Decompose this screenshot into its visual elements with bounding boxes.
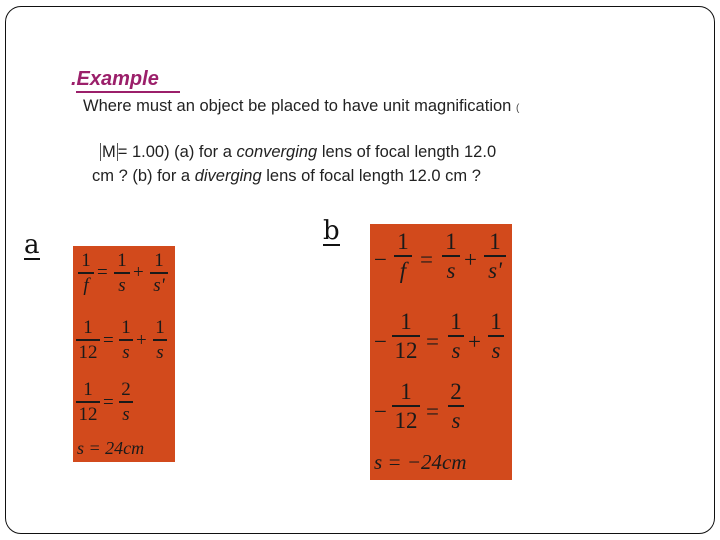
fraction-bar: [76, 339, 100, 341]
denominator: s': [153, 274, 165, 296]
plus-sign: +: [464, 247, 477, 272]
numerator: 1: [400, 379, 412, 404]
box-a-eq2-lhs: [76, 318, 100, 362]
equals-sign: =: [103, 330, 114, 351]
question-line-2-a: = 1.00) (a) for a: [117, 143, 237, 161]
numerator: 1: [154, 250, 164, 271]
minus-sign: −: [374, 247, 387, 272]
label-b: [323, 216, 340, 246]
diverging-word: diverging: [194, 167, 262, 185]
box-b-eq3-lhs: [392, 380, 420, 432]
magnification-abs: [100, 143, 118, 161]
label-b-text: b: [323, 216, 340, 246]
equals-sign: =: [426, 399, 439, 424]
box-a-eq1-lhs: [78, 251, 94, 295]
box-b-eq1-r1: [442, 230, 460, 282]
label-a-text: a: [24, 230, 40, 260]
question-line-3-a: cm ? (b) for a: [92, 167, 195, 185]
denominator: s: [122, 341, 130, 363]
fraction-bar: [392, 405, 420, 407]
denominator: s': [488, 257, 502, 283]
box-a-result: s = 24cm: [77, 438, 145, 458]
denominator: s: [122, 403, 130, 425]
denominator: s: [451, 337, 461, 363]
question-line-1: [83, 97, 519, 116]
fraction-bar: [119, 339, 133, 341]
plus-sign: +: [468, 329, 481, 354]
box-a-eq3-lhs: [76, 380, 100, 424]
fraction-bar: [78, 272, 94, 274]
question-line-1-tail: (: [515, 103, 520, 114]
question-line-3-c: lens of focal length 12.0 cm ?: [261, 167, 481, 185]
denominator: s: [156, 341, 164, 363]
question-line-1-text: Where must an object be placed to have unit magnification: [83, 97, 512, 115]
denominator: 12: [394, 407, 418, 433]
question-line-3: [92, 167, 481, 186]
box-b-eq2-lhs: [392, 310, 420, 362]
converging-word: converging: [236, 143, 318, 161]
box-b-result: s = −24cm: [374, 450, 467, 474]
label-a: [24, 230, 40, 260]
box-a-eq2-r2: [153, 318, 167, 362]
numerator: 2: [121, 379, 131, 400]
title-underline: [76, 91, 180, 93]
denominator: s: [118, 274, 126, 296]
fraction-bar: [392, 335, 420, 337]
fraction-bar: [153, 339, 167, 341]
denominator: s: [451, 407, 461, 433]
slide-title: .Example: [71, 68, 159, 90]
fraction-bar: [150, 272, 168, 274]
numerator: 1: [83, 317, 93, 338]
minus-sign: −: [374, 399, 387, 424]
box-b-eq2-r2: [488, 310, 504, 362]
numerator: 1: [490, 309, 502, 334]
fraction-bar: [119, 401, 133, 403]
numerator: 1: [81, 250, 91, 271]
denominator: 12: [78, 341, 98, 363]
numerator: 1: [400, 309, 412, 334]
equals-sign: =: [103, 392, 114, 413]
box-b-eq1-r2: [484, 230, 506, 282]
box-a-eq1-r1: [114, 251, 130, 295]
denominator: 12: [78, 403, 98, 425]
box-b-eq3-r1: [448, 380, 464, 432]
fraction-bar: [448, 405, 464, 407]
question-line-2: [100, 143, 496, 162]
fraction-bar: [488, 335, 504, 337]
box-a-eq3-r1: [119, 380, 133, 424]
denominator: f: [83, 274, 89, 296]
denominator: 12: [394, 337, 418, 363]
question-line-2-c: lens of focal length 12.0: [317, 143, 497, 161]
fraction-bar: [76, 401, 100, 403]
plus-sign: +: [133, 262, 144, 283]
fraction-bar: [394, 255, 412, 257]
solution-box-b: [370, 224, 512, 480]
fraction-bar: [484, 255, 506, 257]
denominator: f: [399, 257, 407, 283]
numerator: 1: [489, 229, 501, 254]
fraction-bar: [442, 255, 460, 257]
numerator: 1: [117, 250, 127, 271]
numerator: 1: [83, 379, 93, 400]
fraction-bar: [114, 272, 130, 274]
equals-sign: =: [420, 247, 433, 272]
fraction-bar: [448, 335, 464, 337]
equals-sign: =: [97, 262, 108, 283]
numerator: 1: [155, 317, 165, 338]
minus-sign: −: [374, 329, 387, 354]
numerator: 1: [450, 309, 462, 334]
plus-sign: +: [136, 330, 147, 351]
box-a-eq1-r2: [150, 251, 168, 295]
box-b-eq1-lhs: [394, 230, 412, 282]
box-b-eq2-r1: [448, 310, 464, 362]
numerator: 1: [397, 229, 409, 254]
denominator: s: [446, 257, 456, 283]
box-a-eq2-r1: [119, 318, 133, 362]
numerator: 1: [121, 317, 131, 338]
solution-box-a: [73, 246, 175, 462]
numerator: 1: [445, 229, 457, 254]
denominator: s: [491, 337, 501, 363]
magnification-symbol: M: [102, 143, 116, 161]
equals-sign: =: [426, 329, 439, 354]
numerator: 2: [450, 379, 462, 404]
